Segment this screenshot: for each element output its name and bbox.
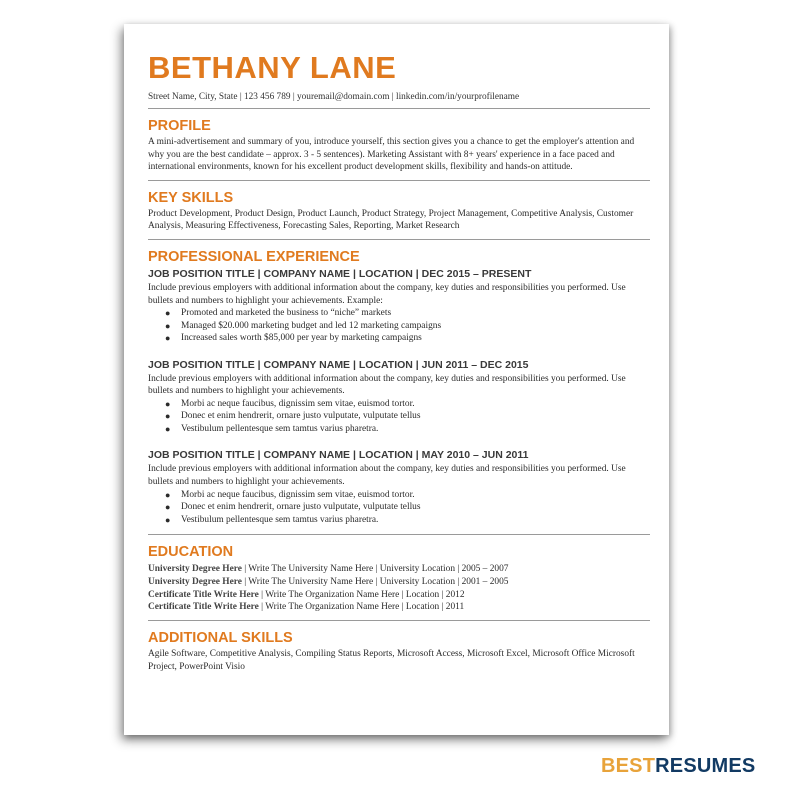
brand-logo — [601, 755, 755, 777]
education-entry — [148, 563, 650, 576]
education-entry — [148, 601, 650, 614]
brand-resumes: RESUMES — [655, 755, 756, 777]
job-entry — [148, 449, 650, 526]
contact-line: Street Name, City, State | 123 456 789 | youremail@domain.com | linkedin.com/in/yourprofilename — [148, 92, 520, 102]
additional-skills-text: Agile Software, Competitive Analysis, Compiling Status Reports, Microsoft Access, Microsoft Excel, Microsoft Office Microsoft Project, PowerPoint Visio — [148, 649, 635, 672]
list-item: ● Managed $20.000 marketing budget and led 12 marketing campaigns — [165, 320, 442, 331]
job-bullets — [148, 489, 650, 527]
list-item: ● Morbi ac neque faucibus, dignissim sem vitae, euismod tortor. — [165, 489, 415, 500]
job-title: JOB POSITION TITLE | COMPANY NAME | LOCATION | DEC 2015 – PRESENT — [148, 267, 532, 280]
bullet-icon: ● — [165, 502, 171, 513]
bullet-icon: ● — [165, 489, 171, 500]
brand-best: BEST — [601, 755, 656, 777]
profile-heading: PROFILE — [148, 118, 211, 134]
degree: Certificate Title Write Here — [148, 602, 259, 613]
list-item: ● Promoted and marketed the business to “niche” markets — [165, 308, 392, 319]
job-description: Include previous employers with additional information about the company, key duties and responsibilities you performed. Use bullets and numbers to highlight your achievements. Example: — [148, 282, 626, 306]
bullet-icon: ● — [165, 423, 171, 434]
list-item: ● Donec et enim hendrerit, ornare justo vulputate, vulputate tellus — [165, 411, 421, 422]
additional-skills-heading: ADDITIONAL SKILLS — [148, 630, 293, 647]
resume-page — [124, 24, 669, 735]
key-skills-text: Product Development, Product Design, Product Launch, Product Strategy, Project Management, Competitive Analysis, Customer Analysis, Measuring Effectiveness, Forecasting Sales, Reporting, Market Research — [148, 208, 634, 232]
bullet-icon: ● — [165, 398, 171, 409]
degree: University Degree Here — [148, 576, 242, 587]
bullet-icon: ● — [165, 411, 171, 422]
education-entry — [148, 589, 650, 602]
job-description: Include previous employers with additional information about the company, key duties and responsibilities you performed. Use bullets and numbers to highlight your achievements. — [148, 373, 626, 397]
job-bullets — [148, 307, 650, 345]
list-item: ● Vestibulum pellentesque sem tamtus varius pharetra. — [165, 423, 379, 434]
bullet-icon: ● — [165, 308, 171, 319]
job-entry — [148, 268, 650, 345]
list-item: ● Increased sales worth $85,000 per year by marketing campaigns — [165, 333, 422, 344]
profile-text: A mini-advertisement and summary of you, introduce yourself, this section gives you a chance to get the employer's attention and why you are the best candidate – approx. 3 - 5 sentences). Marketing Assistant with 8+ years' experience in a face paced and international environments, known for his excellent product development skills, flexibility and hands-on attitude. — [148, 137, 635, 173]
education-heading: EDUCATION — [148, 544, 234, 561]
bullet-icon: ● — [165, 333, 171, 344]
experience-heading: PROFESSIONAL EXPERIENCE — [148, 248, 360, 265]
resume-content — [148, 52, 650, 673]
list-item: ● Donec et enim hendrerit, ornare justo vulputate, vulputate tellus — [165, 502, 421, 513]
key-skills-heading: KEY SKILLS — [148, 189, 234, 206]
bullet-icon: ● — [165, 514, 171, 525]
degree: Certificate Title Write Here — [148, 589, 259, 600]
education-list — [148, 563, 650, 614]
degree: University Degree Here — [148, 564, 242, 575]
education-details: | Write The Organization Name Here | Location | 2012 — [258, 589, 465, 600]
candidate-name: BETHANY LANE — [148, 50, 397, 85]
list-item: ● Vestibulum pellentesque sem tamtus varius pharetra. — [165, 514, 379, 525]
job-description: Include previous employers with additional information about the company, key duties and responsibilities you performed. Use bullets and numbers to highlight your achievements. — [148, 464, 626, 487]
list-item: ● Morbi ac neque faucibus, dignissim sem vitae, euismod tortor. — [165, 398, 415, 409]
job-title: JOB POSITION TITLE | COMPANY NAME | LOCATION | JUN 2011 – DEC 2015 — [148, 358, 529, 371]
education-details: | Write The Organization Name Here | Location | 2011 — [258, 602, 465, 613]
education-details: | Write The University Name Here | University Location | 2001 – 2005 — [241, 576, 509, 587]
education-entry — [148, 576, 650, 589]
job-bullets — [148, 398, 650, 436]
bullet-icon: ● — [165, 320, 171, 331]
job-title: JOB POSITION TITLE | COMPANY NAME | LOCATION | MAY 2010 – JUN 2011 — [148, 449, 529, 462]
job-entry — [148, 359, 650, 436]
education-details: | Write The University Name Here | University Location | 2005 – 2007 — [241, 564, 509, 575]
